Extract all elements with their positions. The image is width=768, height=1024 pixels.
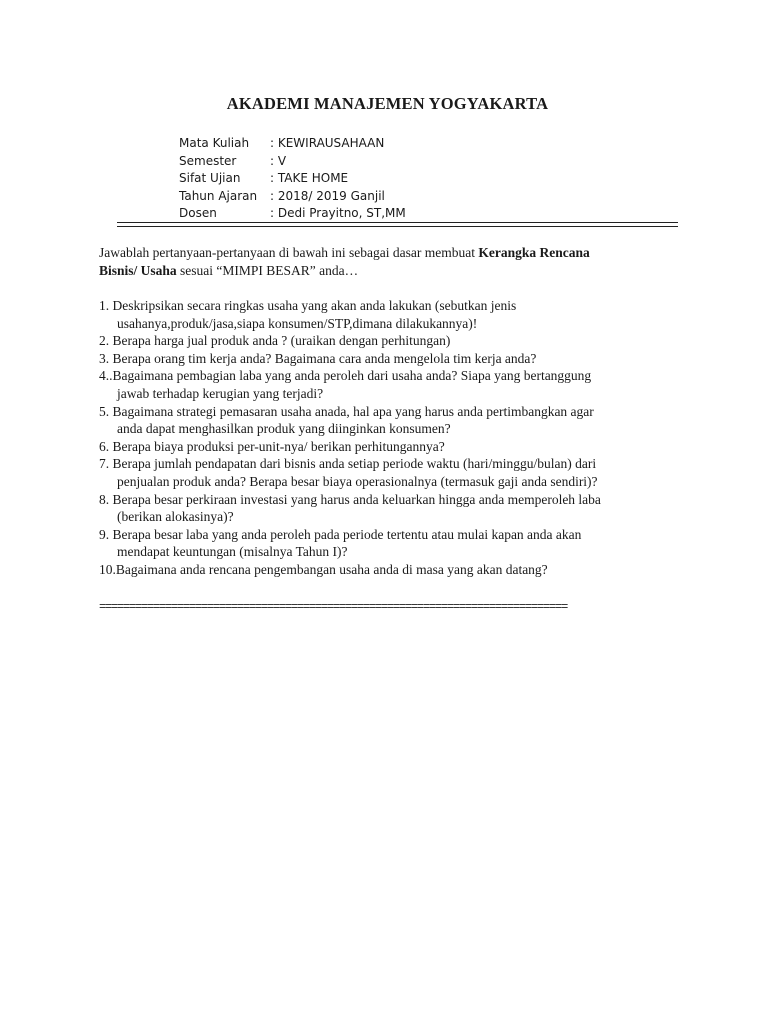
- question-item: [99, 332, 699, 350]
- instruction-text: sesuai “MIMPI BESAR” anda…: [176, 263, 359, 278]
- question-line: 2. Berapa harga jual produk anda ? (uraikan dengan perhitungan): [99, 333, 451, 349]
- question-continuation: mendapat keuntungan (misalnya Tahun I)?: [117, 544, 348, 560]
- question-line: 3. Berapa orang tim kerja anda? Bagaimana cara anda mengelola tim kerja anda?: [99, 350, 537, 366]
- header-double-rule: [117, 222, 678, 227]
- info-label: Tahun Ajaran: [179, 188, 258, 203]
- question-item: [99, 491, 699, 526]
- info-label: Semester: [179, 153, 237, 168]
- course-info-table: [179, 135, 406, 223]
- info-row-semester: [179, 153, 406, 171]
- info-label: Dosen: [179, 206, 217, 220]
- info-value: : KEWIRAUSAHAAN: [270, 136, 385, 150]
- instruction-text: Jawablah pertanyaan-pertanyaan di bawah ini sebagai dasar membuat: [99, 245, 479, 260]
- question-line: 6. Berapa biaya produksi per-unit-nya/ berikan perhitungannya?: [99, 438, 445, 454]
- question-item: [99, 350, 699, 368]
- info-value: : TAKE HOME: [270, 171, 349, 185]
- question-line: 5. Bagaimana strategi pemasaran usaha anada, hal apa yang harus anda pertimbangkan agar: [99, 403, 594, 419]
- instruction-bold-text: Kerangka Rencana: [478, 245, 590, 260]
- info-value: : Dedi Prayitno, ST,MM: [270, 206, 406, 220]
- question-line: 8. Berapa besar perkiraan investasi yang harus anda keluarkan hingga anda memperoleh laba: [99, 491, 601, 507]
- info-value: : 2018/ 2019 Ganjil: [270, 188, 385, 203]
- question-item: [99, 297, 699, 332]
- info-label: Sifat Ujian: [179, 171, 241, 185]
- question-continuation: (berikan alokasinya)?: [117, 509, 234, 525]
- question-continuation: usahanya,produk/jasa,siapa konsumen/STP,dimana dilakukannya)!: [117, 315, 478, 331]
- question-line: 4..Bagaimana pembagian laba yang anda peroleh dari usaha anda? Siapa yang bertanggung: [99, 368, 592, 384]
- info-row-mata-kuliah: [179, 135, 406, 153]
- page-title: AKADEMI MANAJEMEN YOGYAKARTA: [226, 94, 549, 113]
- info-row-sifat-ujian: [179, 170, 406, 188]
- question-item: [99, 438, 699, 456]
- question-continuation: penjualan produk anda? Berapa besar biaya operasionalnya (termasuk gaji anda sendiri)?: [117, 473, 598, 489]
- question-continuation: jawab terhadap kerugian yang terjadi?: [117, 385, 324, 401]
- question-item: [99, 367, 699, 402]
- question-line: 10.Bagaimana anda rencana pengembangan usaha anda di masa yang akan datang?: [99, 561, 548, 577]
- question-line: 1. Deskripsikan secara ringkas usaha yang akan anda lakukan (sebutkan jenis: [99, 298, 517, 313]
- question-item: [99, 403, 699, 438]
- footer-separator: ==============================================================================: [99, 600, 568, 614]
- instruction-paragraph: [99, 244, 699, 280]
- question-item: [99, 455, 699, 490]
- question-line: 9. Berapa besar laba yang anda peroleh pada periode tertentu atau mulai kapan anda akan: [99, 526, 582, 542]
- question-item: [99, 526, 699, 561]
- question-line: 7. Berapa jumlah pendapatan dari bisnis anda setiap periode waktu (hari/minggu/bulan) dari: [99, 456, 597, 472]
- info-row-dosen: [179, 205, 406, 223]
- info-value: : V: [270, 153, 287, 168]
- instruction-bold-text: Bisnis/ Usaha: [99, 263, 177, 278]
- question-list: [99, 297, 699, 579]
- info-row-tahun-ajaran: [179, 188, 406, 206]
- info-label: Mata Kuliah: [179, 136, 250, 150]
- question-item: [99, 561, 699, 579]
- question-continuation: anda dapat menghasilkan produk yang diinginkan konsumen?: [117, 421, 451, 437]
